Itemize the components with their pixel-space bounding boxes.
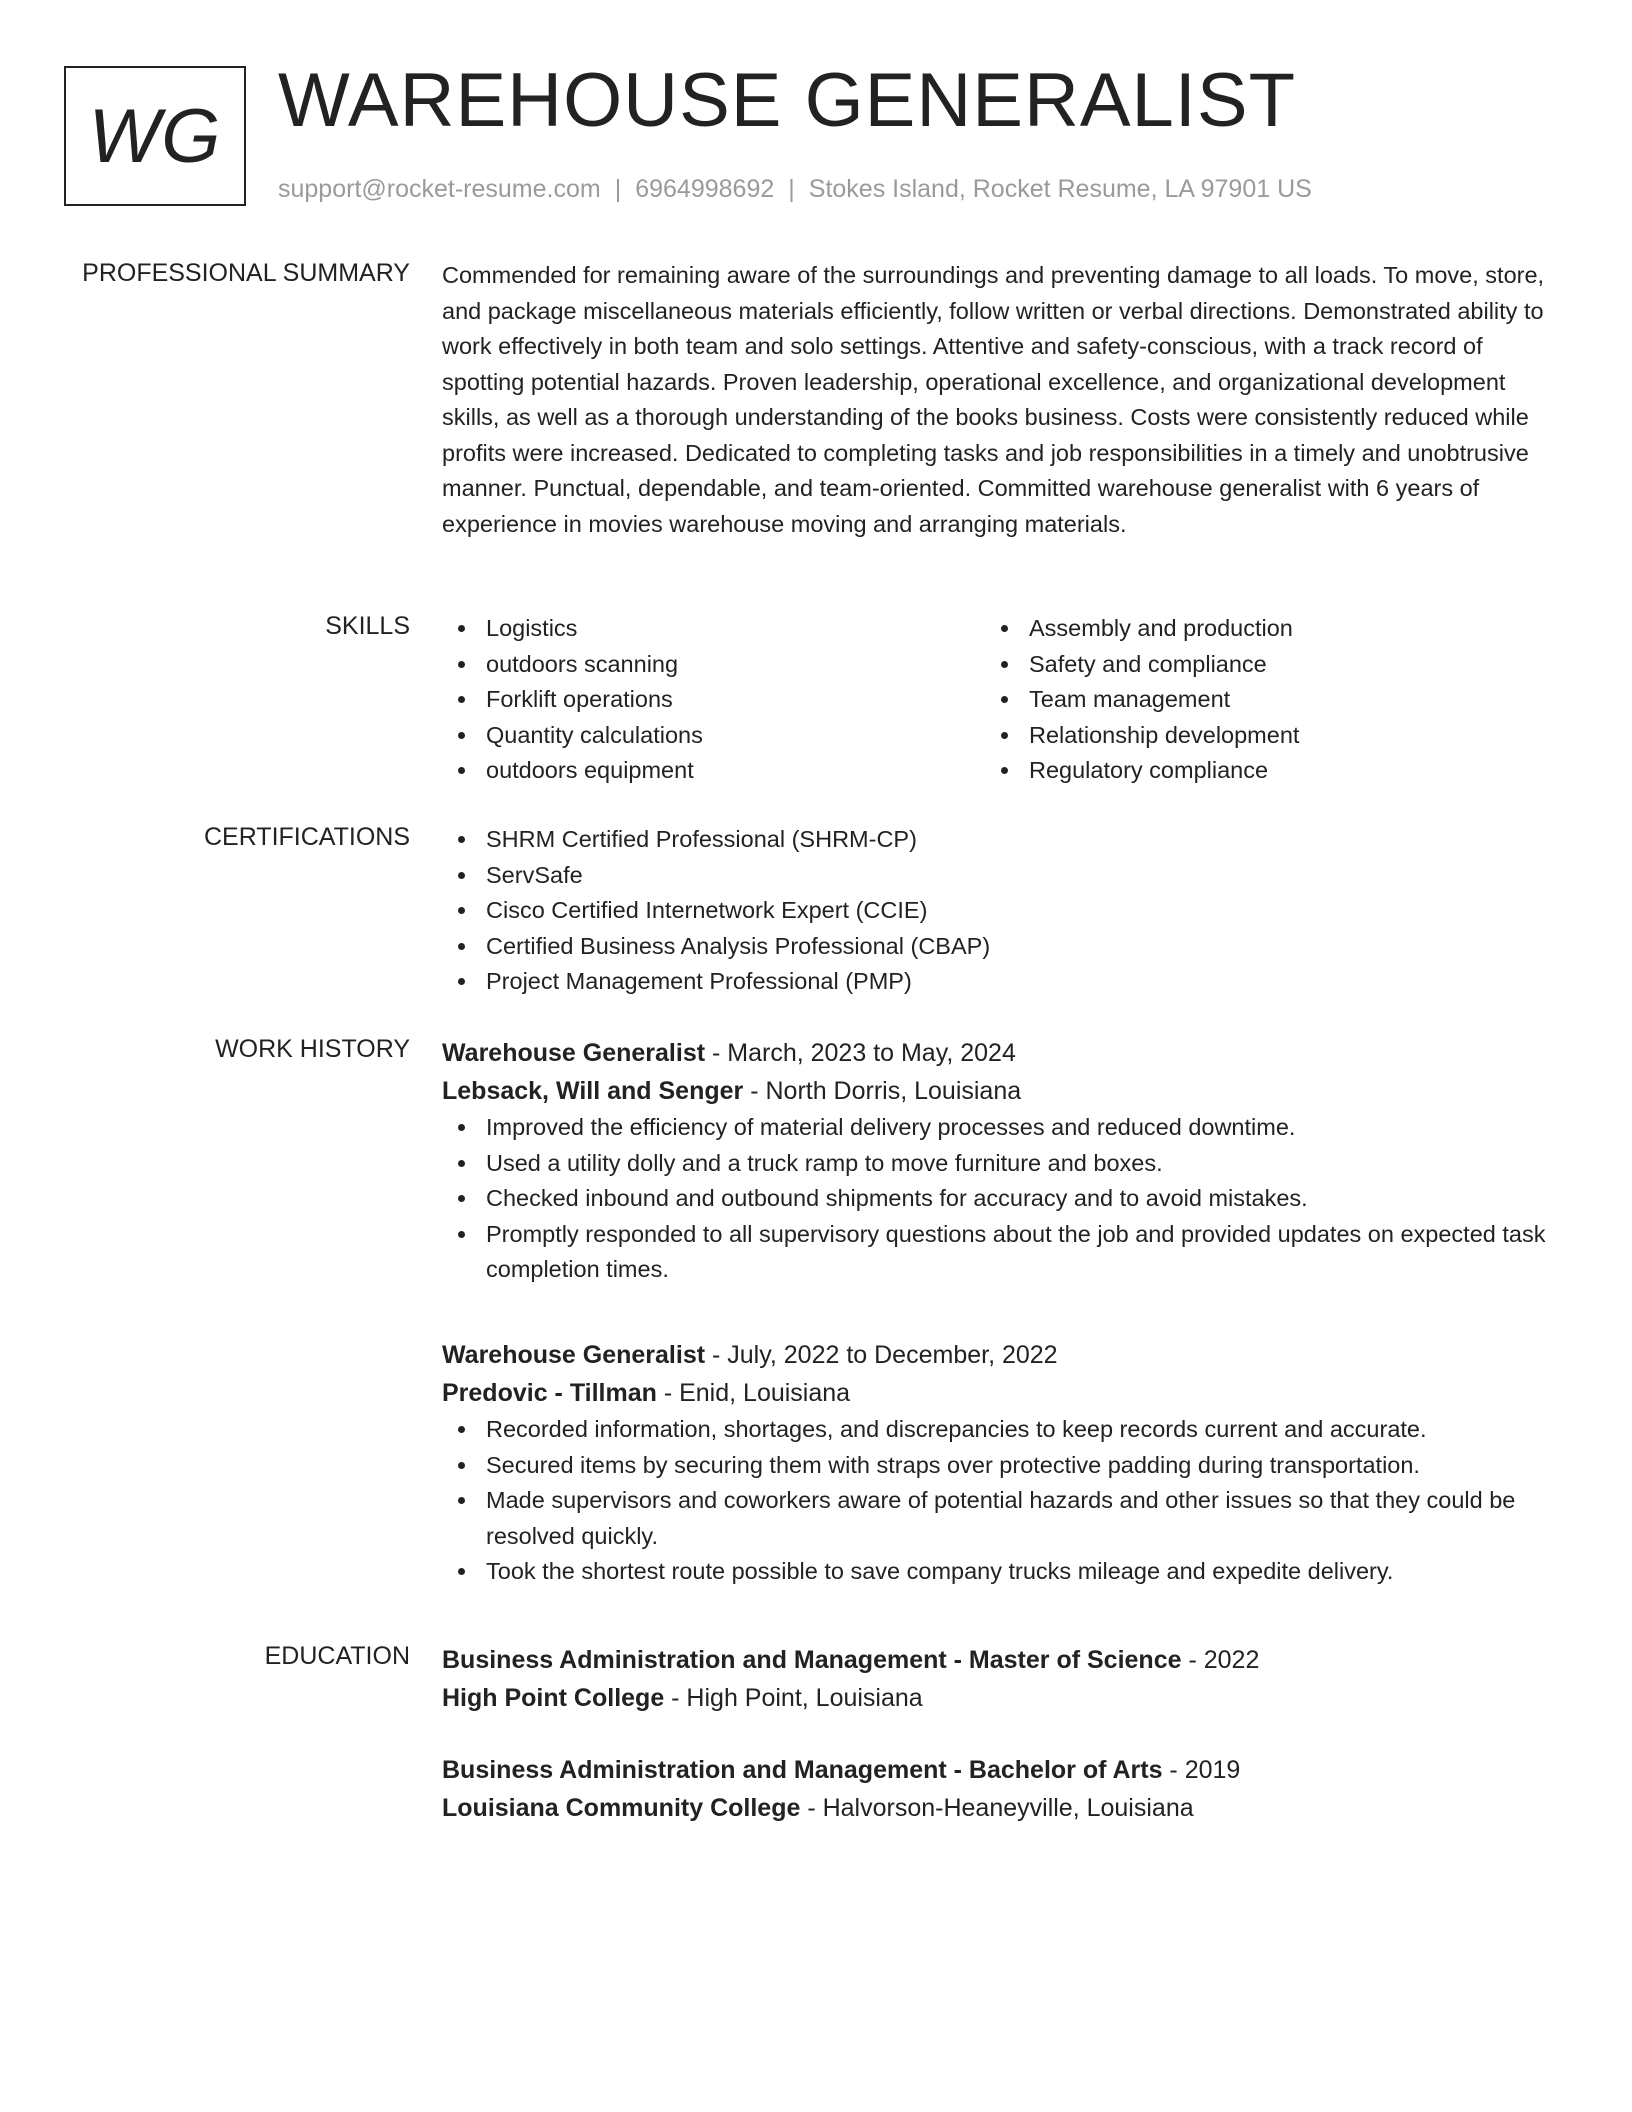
education-school: Louisiana Community College [442,1794,801,1822]
contact-separator: | [788,175,795,203]
candidate-name: WAREHOUSE GENERALIST [278,58,1297,143]
job-bullet: Checked inbound and outbound shipments for accuracy and to avoid mistakes. [442,1181,1548,1217]
education-location: - High Point, Louisiana [664,1684,923,1712]
skill-item: Safety and compliance [985,647,1528,683]
education-entry [442,1751,1548,1827]
skill-item: Relationship development [985,718,1528,754]
work-history-label: WORK HISTORY [215,1035,410,1063]
certification-item: ServSafe [442,858,1548,894]
job-title-line [442,1336,1548,1374]
summary-text: Commended for remaining aware of the surroundings and preventing damage to all loads. To move, store, and package miscellaneous materials efficiently, follow written or verbal directions. Demonstrated ability to work effectively in both team and solo settings. Attentive and safety-conscious, with a track record of spotting potential hazards. Proven leadership, operational excellence, and organizational development skills, as well as a thorough understanding of the books business. Costs were consistently reduced while profits were increased. Dedicated to completing tasks and job responsibilities in a timely and unobtrusive manner. Punctual, dependable, and team-oriented. Committed warehouse generalist with 6 years of experience in movies warehouse moving and arranging materials. [442,262,1545,537]
education-degree: Business Administration and Management - Bachelor of Arts [442,1756,1163,1784]
job-dates: - March, 2023 to May, 2024 [705,1039,1016,1067]
skills-body [442,611,1548,789]
contact-line [278,174,1312,204]
skills-label: SKILLS [325,612,410,640]
certification-item: Cisco Certified Internetwork Expert (CCIE) [442,893,1548,929]
summary-label: PROFESSIONAL SUMMARY [82,259,410,287]
education-degree-line [442,1641,1548,1679]
skill-item: outdoors scanning [442,647,985,683]
education-body [442,1641,1548,1827]
work-history-body-2 [442,1336,1548,1590]
education-school: High Point College [442,1684,665,1712]
skill-item: outdoors equipment [442,753,985,789]
contact-email: support@rocket-resume.com [278,175,601,203]
education-label: EDUCATION [264,1642,410,1670]
job-bullet: Made supervisors and coworkers aware of potential hazards and other issues so that they could be resolved quickly. [442,1483,1548,1554]
skills-list-left [442,611,985,789]
job-bullet: Promptly responded to all supervisory questions about the job and provided updates on expected task completion times. [442,1217,1548,1288]
job-dates: - July, 2022 to December, 2022 [705,1341,1058,1369]
job-bullet: Recorded information, shortages, and discrepancies to keep records current and accurate. [442,1412,1548,1448]
job-company-line [442,1072,1548,1110]
summary-body [442,258,1548,542]
education-year: - 2019 [1162,1756,1241,1784]
certification-item: SHRM Certified Professional (SHRM-CP) [442,822,1548,858]
skill-item: Assembly and production [985,611,1528,647]
job-entry [442,1034,1548,1288]
job-entry [442,1336,1548,1590]
job-title: Warehouse Generalist [442,1039,706,1067]
job-bullet: Took the shortest route possible to save company trucks mileage and expedite delivery. [442,1554,1548,1590]
job-bullet: Used a utility dolly and a truck ramp to move furniture and boxes. [442,1146,1548,1182]
skill-item: Quantity calculations [442,718,985,754]
skill-item: Regulatory compliance [985,753,1528,789]
job-title: Warehouse Generalist [442,1341,706,1369]
certifications-list [442,822,1548,1000]
skill-item: Logistics [442,611,985,647]
job-company: Lebsack, Will and Senger [442,1077,744,1105]
monogram-box [64,66,246,206]
job-company: Predovic - Tillman [442,1379,657,1407]
contact-phone: 6964998692 [635,175,775,203]
certifications-body [442,822,1548,1000]
certification-item: Certified Business Analysis Professional (CBAP) [442,929,1548,965]
education-entry [442,1641,1548,1717]
contact-address: Stokes Island, Rocket Resume, LA 97901 US [808,175,1312,203]
job-bullets [442,1110,1548,1288]
job-location: - Enid, Louisiana [656,1379,851,1407]
job-bullet: Secured items by securing them with straps over protective padding during transportation. [442,1448,1548,1484]
skill-item: Team management [985,682,1528,718]
education-location: - Halvorson-Heaneyville, Louisiana [800,1794,1194,1822]
education-degree: Business Administration and Management - Master of Science [442,1646,1182,1674]
skill-item: Forklift operations [442,682,985,718]
job-bullet: Improved the efficiency of material delivery processes and reduced downtime. [442,1110,1548,1146]
job-title-line [442,1034,1548,1072]
job-company-line [442,1374,1548,1412]
monogram-initials: WG [88,93,222,179]
contact-separator: | [614,175,622,203]
work-history-body [442,1034,1548,1288]
skills-list-right [985,611,1528,789]
education-school-line [442,1789,1548,1827]
job-location: - North Dorris, Louisiana [743,1077,1022,1105]
job-bullets [442,1412,1548,1590]
education-year: - 2022 [1181,1646,1260,1674]
education-school-line [442,1679,1548,1717]
certifications-label: CERTIFICATIONS [203,823,410,851]
certification-item: Project Management Professional (PMP) [442,964,1548,1000]
education-degree-line [442,1751,1548,1789]
